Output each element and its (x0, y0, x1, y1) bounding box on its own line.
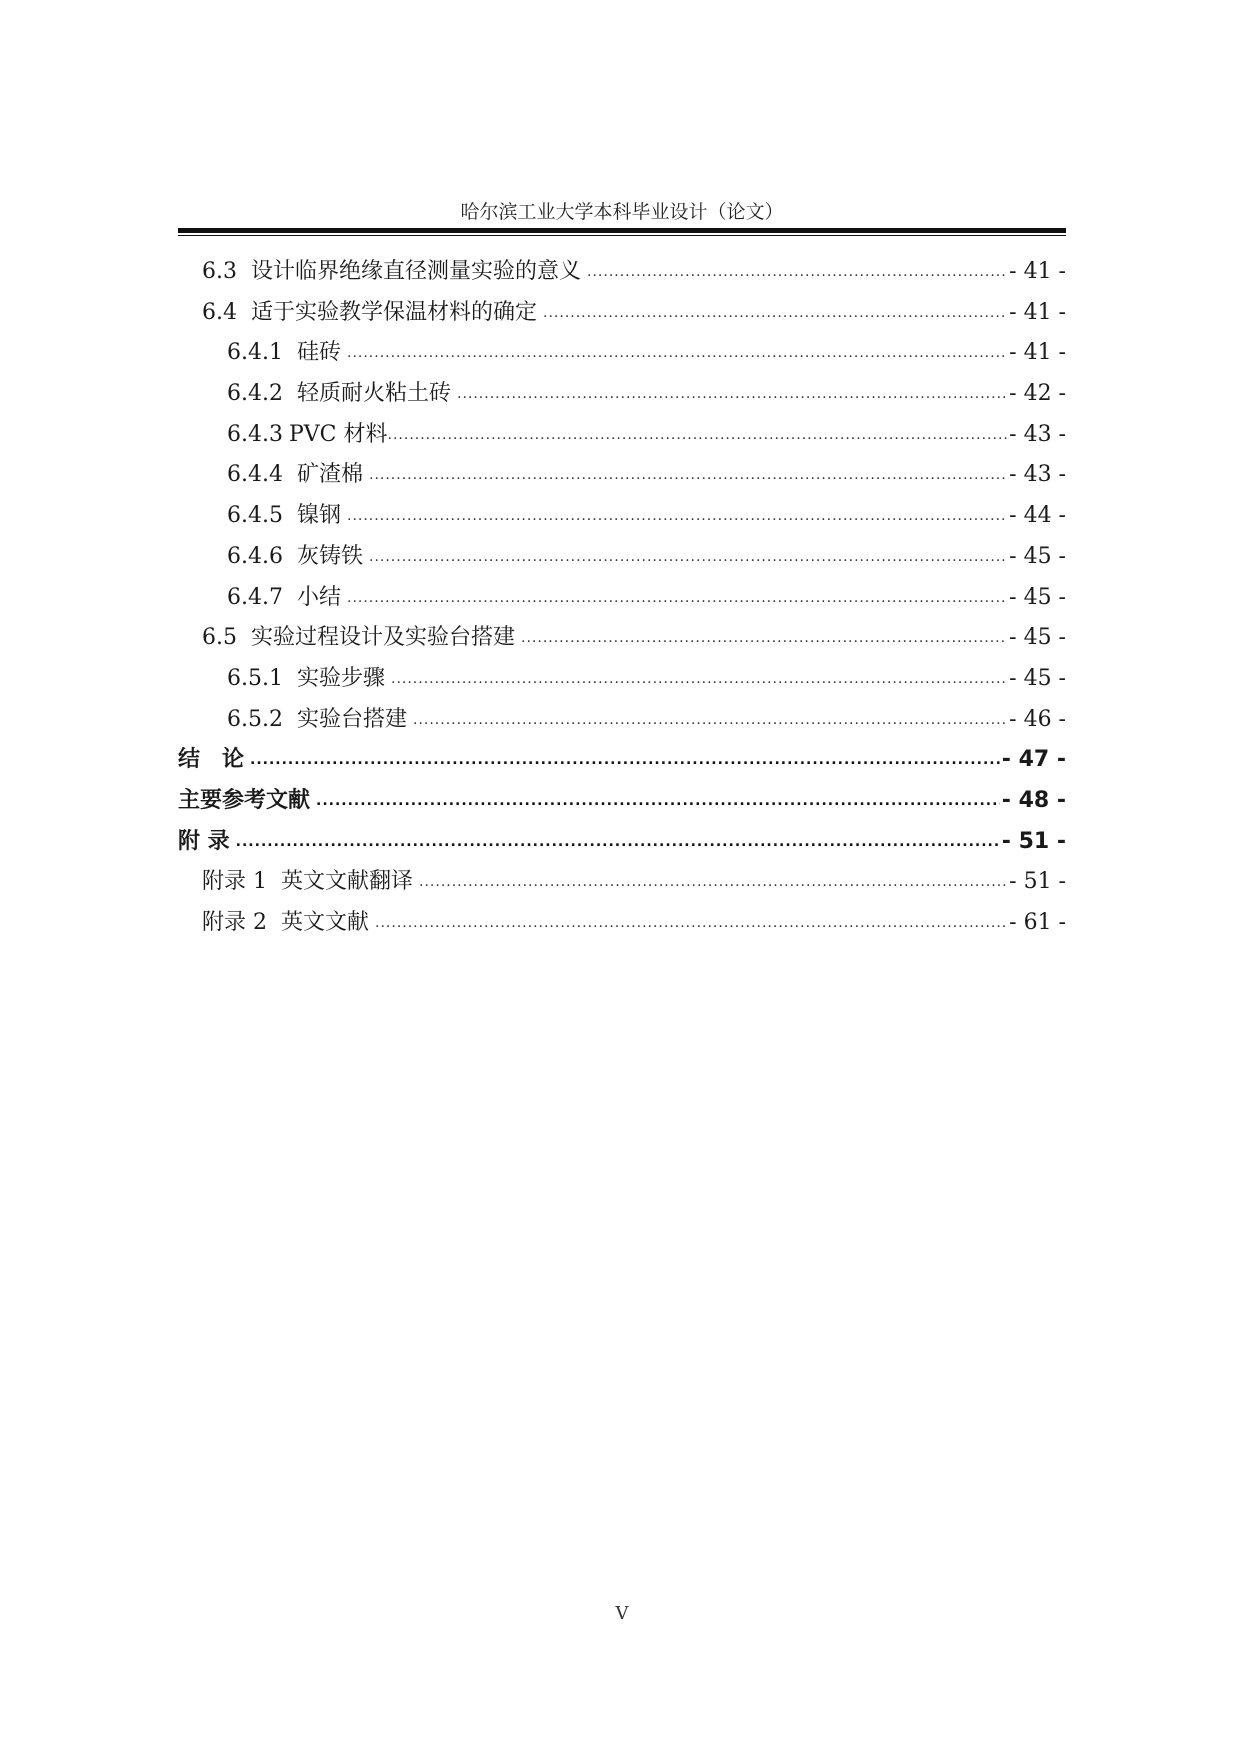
toc-leader-dots (388, 420, 1008, 450)
toc-entry-page: - 41 - (1009, 259, 1066, 284)
toc-leader-dots (347, 338, 1007, 368)
toc-entry[interactable] (178, 867, 1066, 908)
toc-entry-title: 硅砖 (296, 340, 341, 366)
toc-entry-page: - 48 - (1001, 787, 1066, 813)
toc-entry-number: 6.4 (202, 299, 237, 325)
toc-leader-dots (250, 745, 1000, 775)
toc-leader-dots (369, 542, 1007, 572)
toc-entry-page: - 45 - (1009, 543, 1066, 569)
toc-entry-number: 6.4.4 (227, 462, 283, 488)
toc-entry-title: 矿渣棉 (296, 462, 363, 488)
toc-entry[interactable] (178, 542, 1066, 583)
toc-entry[interactable] (178, 420, 1066, 461)
toc-entry-page: - 45 - (1009, 625, 1066, 651)
toc-entry-number: 6.5 (202, 625, 237, 651)
toc-entry-title: 小结 (296, 584, 341, 610)
toc-entry-page: - 42 - (1009, 381, 1066, 407)
toc-entry-number: 附录 2 (202, 910, 267, 935)
toc-entry-title: 设计临界绝缘直径测量实验的意义 (251, 259, 582, 284)
toc-chapter-appendix[interactable] (178, 827, 1066, 868)
toc-entry-number: 附录 1 (202, 869, 267, 895)
toc-entry-page: - 45 - (1009, 665, 1066, 691)
toc-chapter-conclusion[interactable] (178, 745, 1066, 786)
toc-entry-title: 实验台搭建 (296, 706, 407, 732)
toc-entry[interactable] (178, 298, 1066, 339)
toc-entry-page: - 41 - (1009, 299, 1066, 325)
toc-entry-number: 6.3 (202, 259, 237, 284)
toc-entry-title: 英文文献 (281, 910, 370, 935)
toc-entry[interactable] (178, 501, 1066, 542)
toc-entry-title: 灰铸铁 (296, 543, 363, 569)
toc-entry-page: - 45 - (1009, 584, 1066, 610)
toc-entry-page: - 47 - (1001, 747, 1066, 773)
toc-entry[interactable] (178, 623, 1066, 664)
toc-entry-title: 附 录 (178, 828, 230, 854)
toc-entry-number: 6.4.1 (227, 340, 283, 366)
toc-entry-page: - 44 - (1009, 503, 1066, 529)
toc-entry[interactable] (178, 908, 1066, 949)
toc-entry-number: 6.5.2 (227, 706, 283, 732)
toc-leader-dots (521, 623, 1007, 653)
toc-entry-title: 实验过程设计及实验台搭建 (251, 625, 516, 651)
toc-leader-dots (543, 298, 1007, 328)
toc-entry[interactable] (178, 379, 1066, 420)
toc-entry-number: 6.4.2 (227, 381, 283, 407)
toc-leader-dots (347, 583, 1007, 613)
toc-entry-title: 主要参考文献 (178, 787, 311, 813)
toc-entry-page: - 51 - (1009, 869, 1066, 895)
toc-leader-dots (347, 501, 1007, 531)
toc-leader-dots (587, 257, 1007, 287)
toc-entry-title: 结 论 (178, 747, 245, 773)
toc-entry[interactable] (178, 583, 1066, 624)
toc-leader-dots (419, 867, 1007, 897)
toc-entry[interactable] (178, 705, 1066, 746)
toc-entry-title: PVC 材料 (288, 421, 388, 447)
toc-entry-title: 英文文献翻译 (281, 869, 414, 895)
toc-entry-number: 6.4.6 (227, 543, 283, 569)
toc-entry-page: - 41 - (1009, 340, 1066, 366)
toc-entry-page: - 43 - (1009, 462, 1066, 488)
toc-entry-title: 镍钢 (296, 503, 341, 529)
toc-entry-page: - 61 - (1009, 910, 1066, 935)
toc-leader-dots (457, 379, 1007, 409)
running-header: 哈尔滨工业大学本科毕业设计（论文） (460, 201, 784, 223)
toc-entry-page: - 51 - (1001, 828, 1066, 854)
toc-entry-title: 适于实验教学保温材料的确定 (251, 299, 538, 325)
toc-entry-number: 6.5.1 (227, 665, 283, 691)
toc-entry-title: 实验步骤 (296, 665, 385, 691)
toc-leader-dots (413, 705, 1007, 735)
toc-entry-page: - 46 - (1009, 706, 1066, 732)
toc-leader-dots (375, 908, 1007, 938)
toc-entry[interactable] (178, 257, 1066, 298)
page-number: V (615, 1603, 629, 1624)
toc-leader-dots (391, 664, 1007, 694)
toc-entry[interactable] (178, 338, 1066, 379)
toc-entry[interactable] (178, 460, 1066, 501)
toc-entry-number: 6.4.3 (227, 421, 283, 447)
header-rule-thick (178, 228, 1066, 233)
toc-leader-dots (369, 460, 1007, 490)
toc-entry[interactable] (178, 664, 1066, 705)
toc-chapter-references[interactable] (178, 786, 1066, 827)
toc-leader-dots (236, 827, 1000, 857)
toc-entry-number: 6.4.5 (227, 503, 283, 529)
table-of-contents (178, 257, 1066, 949)
toc-leader-dots (316, 786, 1000, 816)
toc-entry-title: 轻质耐火粘土砖 (296, 381, 451, 407)
toc-entry-page: - 43 - (1009, 421, 1066, 447)
header-rule-thin (178, 235, 1066, 236)
toc-entry-number: 6.4.7 (227, 584, 283, 610)
